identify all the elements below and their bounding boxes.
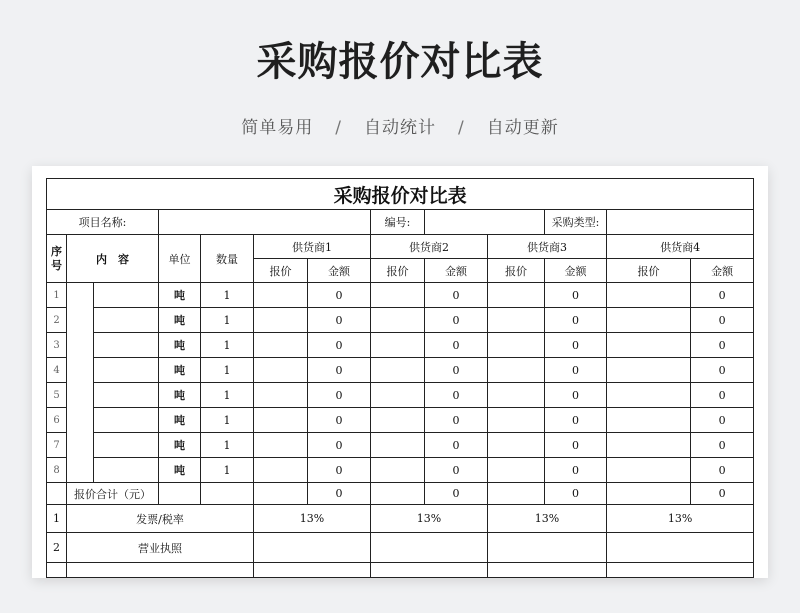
unit-cell[interactable]: 吨 [159, 283, 201, 308]
amount-cell: 0 [308, 458, 371, 483]
amount-cell: 0 [691, 283, 754, 308]
col-unit-header: 单位 [159, 235, 201, 283]
feature-tag: 自动统计 [364, 118, 436, 138]
price-cell[interactable] [371, 458, 425, 483]
row-number [47, 563, 67, 578]
total-amount-cell: 0 [308, 483, 371, 505]
price-header: 报价 [488, 259, 545, 283]
price-cell[interactable] [607, 458, 691, 483]
tax-rate-cell[interactable]: 13% [254, 505, 371, 533]
row-number: 1 [47, 283, 67, 308]
amount-cell: 0 [691, 408, 754, 433]
price-cell[interactable] [254, 333, 308, 358]
code-label: 编号: [371, 210, 425, 235]
price-cell[interactable] [488, 458, 545, 483]
amount-cell: 0 [545, 283, 607, 308]
total-amount-cell: 0 [691, 483, 754, 505]
amount-header: 金额 [425, 259, 488, 283]
amount-cell: 0 [425, 408, 488, 433]
amount-cell: 0 [691, 458, 754, 483]
price-cell[interactable] [371, 308, 425, 333]
amount-cell: 0 [545, 408, 607, 433]
empty-cell [488, 563, 607, 578]
code-field[interactable] [425, 210, 545, 235]
row-number: 4 [47, 358, 67, 383]
amount-cell: 0 [425, 333, 488, 358]
tax-rate-cell[interactable]: 13% [607, 505, 754, 533]
price-cell[interactable] [488, 383, 545, 408]
amount-header: 金额 [308, 259, 371, 283]
supplier-4-header: 供货商4 [607, 235, 754, 259]
unit-cell[interactable]: 吨 [159, 433, 201, 458]
qty-cell[interactable]: 1 [201, 283, 254, 308]
supplier-1-header: 供货商1 [254, 235, 371, 259]
row-number: 2 [47, 533, 67, 563]
price-cell[interactable] [254, 283, 308, 308]
amount-cell: 0 [545, 383, 607, 408]
qty-cell[interactable]: 1 [201, 433, 254, 458]
amount-cell: 0 [308, 283, 371, 308]
sheet-title: 采购报价对比表 [47, 179, 754, 210]
purchase-type-label: 采购类型: [545, 210, 607, 235]
row-number: 8 [47, 458, 67, 483]
amount-header: 金额 [691, 259, 754, 283]
tax-rate-cell[interactable]: 13% [371, 505, 488, 533]
price-cell[interactable] [254, 358, 308, 383]
col-seq-header: 序号 [47, 235, 67, 283]
row-number: 5 [47, 383, 67, 408]
price-cell[interactable] [254, 458, 308, 483]
price-cell[interactable] [488, 433, 545, 458]
price-comparison-table [46, 178, 754, 578]
license-cell[interactable] [488, 533, 607, 563]
tag-separator: / [458, 118, 465, 138]
qty-cell[interactable]: 1 [201, 458, 254, 483]
content-cell[interactable] [94, 433, 159, 458]
qty-cell[interactable]: 1 [201, 333, 254, 358]
project-name-label: 项目名称: [47, 210, 159, 235]
table-row [47, 433, 754, 458]
content-cell[interactable] [94, 408, 159, 433]
amount-cell: 0 [691, 383, 754, 408]
content-cell[interactable] [94, 308, 159, 333]
feature-tags [0, 113, 800, 138]
content-cell[interactable] [94, 283, 159, 308]
price-cell[interactable] [254, 308, 308, 333]
amount-cell: 0 [545, 433, 607, 458]
purchase-type-field[interactable] [607, 210, 754, 235]
amount-cell: 0 [691, 308, 754, 333]
price-cell[interactable] [254, 383, 308, 408]
price-cell[interactable] [607, 383, 691, 408]
price-cell[interactable] [254, 408, 308, 433]
table-row [47, 333, 754, 358]
qty-cell[interactable]: 1 [201, 358, 254, 383]
table-row [47, 283, 754, 308]
amount-cell: 0 [308, 333, 371, 358]
empty-cell [254, 563, 371, 578]
row-number: 2 [47, 308, 67, 333]
unit-cell [159, 483, 201, 505]
amount-cell: 0 [308, 308, 371, 333]
content-cell[interactable] [94, 358, 159, 383]
total-row [47, 483, 754, 505]
amount-cell: 0 [308, 358, 371, 383]
price-cell [607, 483, 691, 505]
unit-cell[interactable]: 吨 [159, 358, 201, 383]
total-label: 报价合计（元） [67, 483, 159, 505]
qty-cell[interactable]: 1 [201, 408, 254, 433]
spreadsheet-preview [32, 166, 768, 578]
content-cell [67, 563, 254, 578]
supplier-2-header: 供货商2 [371, 235, 488, 259]
feature-tag: 自动更新 [486, 118, 559, 138]
price-cell[interactable] [607, 408, 691, 433]
price-header: 报价 [607, 259, 691, 283]
price-cell [254, 483, 308, 505]
total-amount-cell: 0 [545, 483, 607, 505]
license-label: 营业执照 [67, 533, 254, 563]
col-content-header: 内 容 [67, 235, 159, 283]
content-cell[interactable] [94, 458, 159, 483]
price-cell[interactable] [488, 283, 545, 308]
unit-cell[interactable]: 吨 [159, 458, 201, 483]
table-row [47, 383, 754, 408]
invoice-row [47, 505, 754, 533]
price-cell[interactable] [254, 433, 308, 458]
unit-cell[interactable]: 吨 [159, 333, 201, 358]
total-amount-cell: 0 [425, 483, 488, 505]
price-cell[interactable] [488, 333, 545, 358]
supplier-3-header: 供货商3 [488, 235, 607, 259]
qty-cell[interactable]: 1 [201, 308, 254, 333]
amount-cell: 0 [308, 383, 371, 408]
amount-cell: 0 [425, 458, 488, 483]
empty-cell [371, 563, 488, 578]
qty-cell[interactable]: 1 [201, 383, 254, 408]
price-cell[interactable] [607, 283, 691, 308]
price-cell[interactable] [607, 308, 691, 333]
amount-cell: 0 [545, 358, 607, 383]
price-cell[interactable] [488, 358, 545, 383]
amount-cell: 0 [691, 358, 754, 383]
feature-tag: 简单易用 [241, 118, 314, 138]
price-cell[interactable] [371, 383, 425, 408]
amount-cell: 0 [691, 333, 754, 358]
amount-cell: 0 [545, 308, 607, 333]
row-number: 3 [47, 333, 67, 358]
price-cell[interactable] [371, 433, 425, 458]
amount-cell: 0 [545, 458, 607, 483]
amount-cell: 0 [308, 408, 371, 433]
table-row [47, 458, 754, 483]
price-cell[interactable] [371, 358, 425, 383]
page-title: 采购报价对比表 [256, 39, 544, 85]
row-number: 7 [47, 433, 67, 458]
invoice-label: 发票/税率 [67, 505, 254, 533]
amount-cell: 0 [691, 433, 754, 458]
price-cell[interactable] [607, 433, 691, 458]
table-row [47, 408, 754, 433]
price-cell[interactable] [371, 333, 425, 358]
license-cell[interactable] [607, 533, 754, 563]
table-row [47, 563, 754, 578]
qty-cell [201, 483, 254, 505]
price-header: 报价 [254, 259, 308, 283]
amount-cell: 0 [545, 333, 607, 358]
row-number: 1 [47, 505, 67, 533]
empty-cell [607, 563, 754, 578]
unit-cell[interactable]: 吨 [159, 383, 201, 408]
price-cell[interactable] [371, 408, 425, 433]
price-cell[interactable] [607, 333, 691, 358]
content-merged-cell[interactable] [67, 283, 94, 483]
tag-separator: / [335, 118, 342, 138]
price-cell[interactable] [371, 283, 425, 308]
project-name-field[interactable] [159, 210, 371, 235]
content-cell[interactable] [94, 383, 159, 408]
row-number: 6 [47, 408, 67, 433]
amount-cell: 0 [425, 433, 488, 458]
unit-cell[interactable]: 吨 [159, 408, 201, 433]
amount-cell: 0 [425, 308, 488, 333]
price-cell [371, 483, 425, 505]
price-cell[interactable] [607, 358, 691, 383]
tax-rate-cell[interactable]: 13% [488, 505, 607, 533]
table-row [47, 308, 754, 333]
amount-cell: 0 [425, 358, 488, 383]
content-cell[interactable] [94, 333, 159, 358]
amount-cell: 0 [425, 283, 488, 308]
amount-header: 金额 [545, 259, 607, 283]
license-cell[interactable] [371, 533, 488, 563]
amount-cell: 0 [425, 383, 488, 408]
price-cell [488, 483, 545, 505]
col-qty-header: 数量 [201, 235, 254, 283]
amount-cell: 0 [308, 433, 371, 458]
license-cell[interactable] [254, 533, 371, 563]
row-number [47, 483, 67, 505]
table-row [47, 358, 754, 383]
price-header: 报价 [371, 259, 425, 283]
price-cell[interactable] [488, 308, 545, 333]
unit-cell[interactable]: 吨 [159, 308, 201, 333]
license-row [47, 533, 754, 563]
price-cell[interactable] [488, 408, 545, 433]
